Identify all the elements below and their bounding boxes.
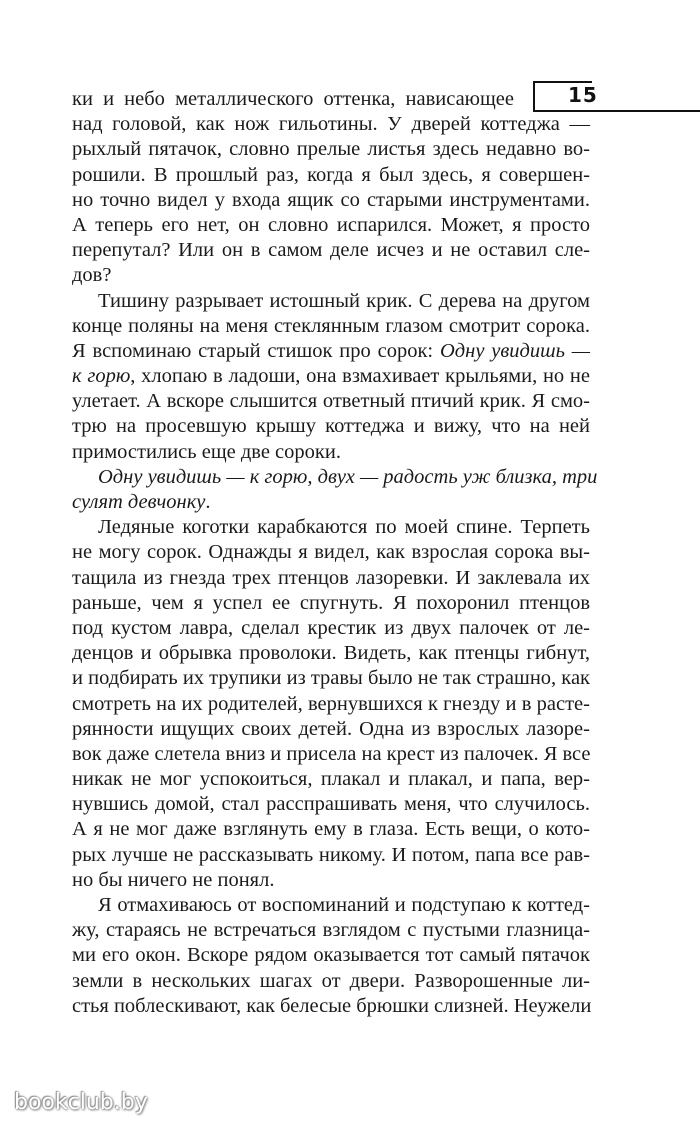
text-line <box>72 515 590 540</box>
text-run: улетает. А вскоре слышится ответный птичий крик. Я смо- <box>72 390 590 413</box>
text-run: Я вспоминаю старый стишок про сорок: <box>72 339 440 362</box>
text-run: и подбирать их трупики из травы было не так страшно, как <box>72 667 590 690</box>
text-line <box>72 188 590 213</box>
text-run: не могу сорок. Однажды я видел, как взрослая сорока вы- <box>72 541 590 564</box>
italic-text: Одну увидишь — к горю, двух — радость уж близка, три <box>98 465 598 488</box>
text-run: над головой, как нож гильотины. У дверей коттеджа — <box>72 113 590 136</box>
text-line <box>72 137 590 162</box>
text-run: стья поблескивают, как белесые брюшки слизней. Неужели <box>72 994 592 1017</box>
text-line <box>72 666 590 691</box>
text-line <box>72 792 590 817</box>
text-line <box>72 692 590 717</box>
text-line <box>72 163 590 188</box>
text-run: земли в нескольких шагах от двери. Разворошенные ли- <box>72 969 590 992</box>
text-line <box>72 969 590 994</box>
text-run: трю на просевшую крышу коттеджа и вижу, что на ней <box>72 415 590 438</box>
text-run: тащила из гнезда трех птенцов лазоревки. И заклевала их <box>72 566 590 589</box>
text-line <box>72 465 598 490</box>
text-run: перепутал? Или он в самом деле исчез и не оставил сле- <box>72 239 590 262</box>
text-run: никак не мог успокоиться, плакал и плакал, и папа, вер- <box>72 768 590 791</box>
text-run: денцов и обрывка проволоки. Видеть, как птенцы гибнут, <box>72 642 590 665</box>
text-line <box>72 389 590 414</box>
text-run: вок даже слетела вниз и присела на крест из палочек. Я все <box>72 742 591 765</box>
text-line <box>72 943 590 968</box>
text-line <box>72 112 590 137</box>
text-line <box>72 364 590 389</box>
text-run: ми его окон. Вскоре рядом оказывается тот самый пятачок <box>72 944 590 967</box>
text-run: А я не мог даже взглянуть ему в глаза. Есть вещи, о кото- <box>72 818 590 841</box>
text-line <box>72 339 590 364</box>
text-run: но точно видел у входа ящик со старыми инструментами. <box>72 188 590 211</box>
text-run: под кустом лавра, сделал крестик из двух палочек от ле- <box>72 616 590 639</box>
text-run: раньше, чем я успел ее спугнуть. Я похоронил птенцов <box>72 591 590 614</box>
text-run: но бы ничего не понял. <box>72 868 275 891</box>
text-line <box>72 717 590 742</box>
text-line <box>72 767 590 792</box>
text-line <box>72 868 590 893</box>
italic-text: к горю <box>72 365 131 388</box>
text-line <box>72 238 590 263</box>
text-run: . <box>205 491 211 513</box>
page-number: 15 <box>568 83 598 107</box>
text-line <box>72 213 590 238</box>
text-run: жу, стараясь не встречаться взглядом с пустыми глазница- <box>72 919 590 942</box>
text-line <box>72 817 590 842</box>
text-line <box>72 540 590 565</box>
watermark: bookclub.by <box>14 1090 148 1115</box>
text-line <box>72 566 590 591</box>
text-run: дов? <box>72 264 112 287</box>
text-run: Ледяные коготки карабкаются по моей спине. Терпеть <box>98 516 590 539</box>
text-line <box>72 414 590 439</box>
text-run: нувшись домой, стал расспрашивать меня, что случилось. <box>72 793 590 816</box>
text-line <box>72 490 590 515</box>
text-run: примостились еще две сороки. <box>72 440 341 463</box>
italic-text: сулят девчонку <box>72 491 206 513</box>
body-text <box>72 87 598 1019</box>
text-line <box>72 87 514 112</box>
text-line <box>72 994 590 1019</box>
text-run: А теперь его нет, он словно испарился. Может, я просто <box>72 213 590 236</box>
text-run: , хлопаю в ладоши, она взмахивает крыльями, но не <box>130 365 590 388</box>
text-line <box>72 591 590 616</box>
text-line <box>72 843 590 868</box>
text-run: рыхлый пятачок, словно прелые листья здесь недавно во- <box>72 138 590 161</box>
text-line <box>72 641 590 666</box>
text-line <box>72 918 590 943</box>
text-line <box>72 893 590 918</box>
text-run: рых лучше не рассказывать никому. И потом, папа все рав- <box>72 843 590 866</box>
text-run: рянности ищущих своих детей. Одна из взрослых лазоре- <box>72 717 590 740</box>
text-line <box>72 440 590 465</box>
text-line <box>72 289 590 314</box>
text-run: рошили. В прошлый раз, когда я был здесь, я совершен- <box>72 163 590 186</box>
text-line <box>72 314 590 339</box>
text-run: конце поляны на меня стеклянным глазом смотрит сорока. <box>72 314 590 337</box>
text-run: Тишину разрывает истошный крик. С дерева на другом <box>98 289 590 312</box>
text-line <box>72 742 590 767</box>
italic-text: Одну увидишь — <box>439 339 591 362</box>
text-run: смотреть на их родителей, вернувшихся к гнезду и в расте- <box>72 692 590 715</box>
text-run: Я отмахиваюсь от воспоминаний и подступаю к коттед- <box>98 894 590 916</box>
text-line <box>72 616 590 641</box>
text-line <box>72 263 590 288</box>
text-run: ки и небо металлического оттенка, нависающее <box>72 88 514 110</box>
